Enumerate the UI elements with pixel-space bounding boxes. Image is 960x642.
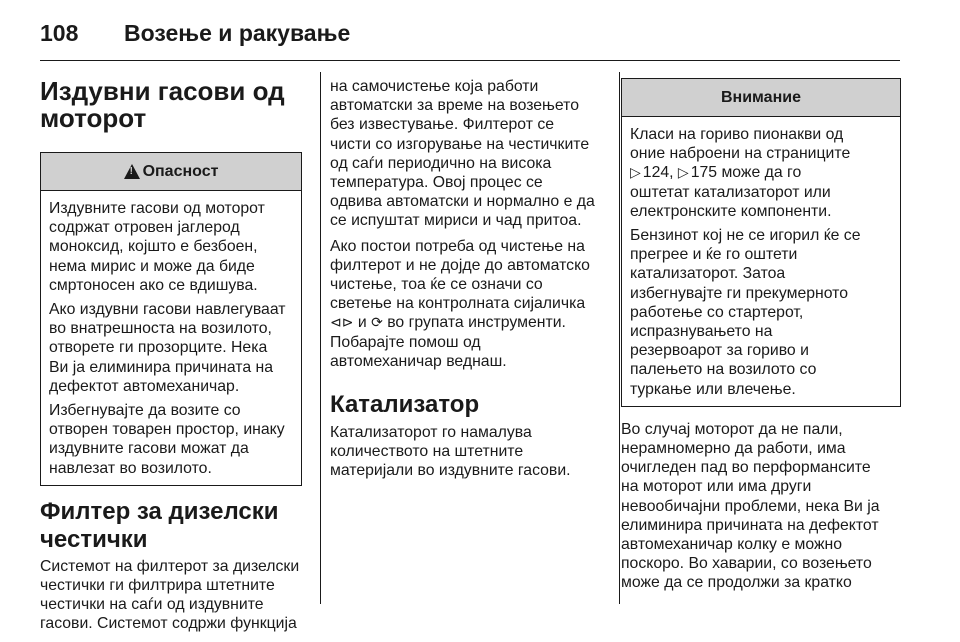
header-rule (40, 60, 900, 61)
paragraph: Класи на гориво пионакви од оние наброени на страниците ▷ 124, ▷ 175 може да го оштетат катализаторот или електронските компоненти. (630, 126, 851, 220)
paragraph: Избегнувајте да возите со отворен товарен простор, инаку издувните гасови можат да навлезат во возилото. (49, 402, 285, 477)
paragraph: Бензинот кој не се игорил ќе се прегрее и ќе го оштети катализаторот. Затоа избегнувајте ги прекумерното работење со стартерот, испразнувањето на резервоарот за гориво и палењето на возилото со туркање или влечење. (630, 227, 861, 398)
warning-triangle-icon: ! (124, 164, 140, 179)
column-divider (320, 72, 321, 604)
paragraph: Во случај моторот да не пали, нерамномерно да работи, има очигледен пад во перформансите на моторот или има други невообичајни проблеми, нека Ви ја елиминира причината на дефектот автомеханичар колку е можно поскоро. Во хаварии, со возењето може да се продолжи за кратко (621, 420, 880, 592)
running-title: Возење и ракување (124, 20, 351, 46)
column-1 (40, 72, 302, 634)
danger-box-body (41, 191, 301, 485)
diesel-particle-filter-icon: ⊲⊳ (330, 314, 354, 331)
filter-section-title: Филтер за дизелски честички (40, 497, 279, 553)
page-reference-arrow-icon: ▷ (677, 164, 689, 181)
column-2 (330, 72, 602, 481)
page-header (40, 20, 350, 48)
page-ref-link[interactable]: 124, (642, 164, 674, 182)
page-reference-arrow-icon: ▷ (630, 164, 641, 181)
notice-box-body (622, 117, 900, 406)
paragraph: на самочистење која работи автоматски за време на возењето без известување. Филтерот се чисти со изгорување на честичките од саѓи периодично на висока температура. Овој процес се одвива автоматски и нормално е да се испуштат мириси и чад притоа. (330, 78, 595, 230)
paragraph: Ако постои потреба од чистење на филтерот и не дојде до автоматско чистење, тоа ќе се означи со светење на контролната сијаличка ⊲⊳ и ⟳ во групата инструменти. Побарајте помош од автомеханичар веднаш. (330, 237, 590, 370)
notice-box-title: Внимание (622, 79, 900, 117)
page-number: 108 (40, 20, 79, 46)
catalyst-section-title: Катализатор (330, 391, 480, 419)
paragraph: Катализаторот го намалува количеството на штетните материјали во издувните гасови. (330, 424, 571, 480)
paragraph: Системот на филтерот за дизелски честички ги филтрира штетните честички на саѓи од издувните гасови. Системот содржи функција (40, 557, 300, 633)
notice-box (621, 78, 901, 407)
danger-box-title: ! Опасност (41, 153, 301, 191)
paragraph: Издувните гасови од моторот содржат отровен јаглерод моноксид, којшто е безбоен, нема мирис и може да биде смртоносен ако се вдишува. (49, 200, 265, 294)
engine-service-icon: ⟳ (371, 314, 383, 331)
paragraph: Ако издувни гасови навлегуваат во внатрешноста на возилото, отворете ги прозорците. Нека Ви ја елиминира причината на дефектот автомеханичар. (49, 301, 286, 395)
column-divider (619, 72, 620, 604)
section-title: Издувни гасови од моторот (40, 76, 285, 133)
column-3 (621, 72, 901, 593)
danger-box (40, 152, 302, 486)
